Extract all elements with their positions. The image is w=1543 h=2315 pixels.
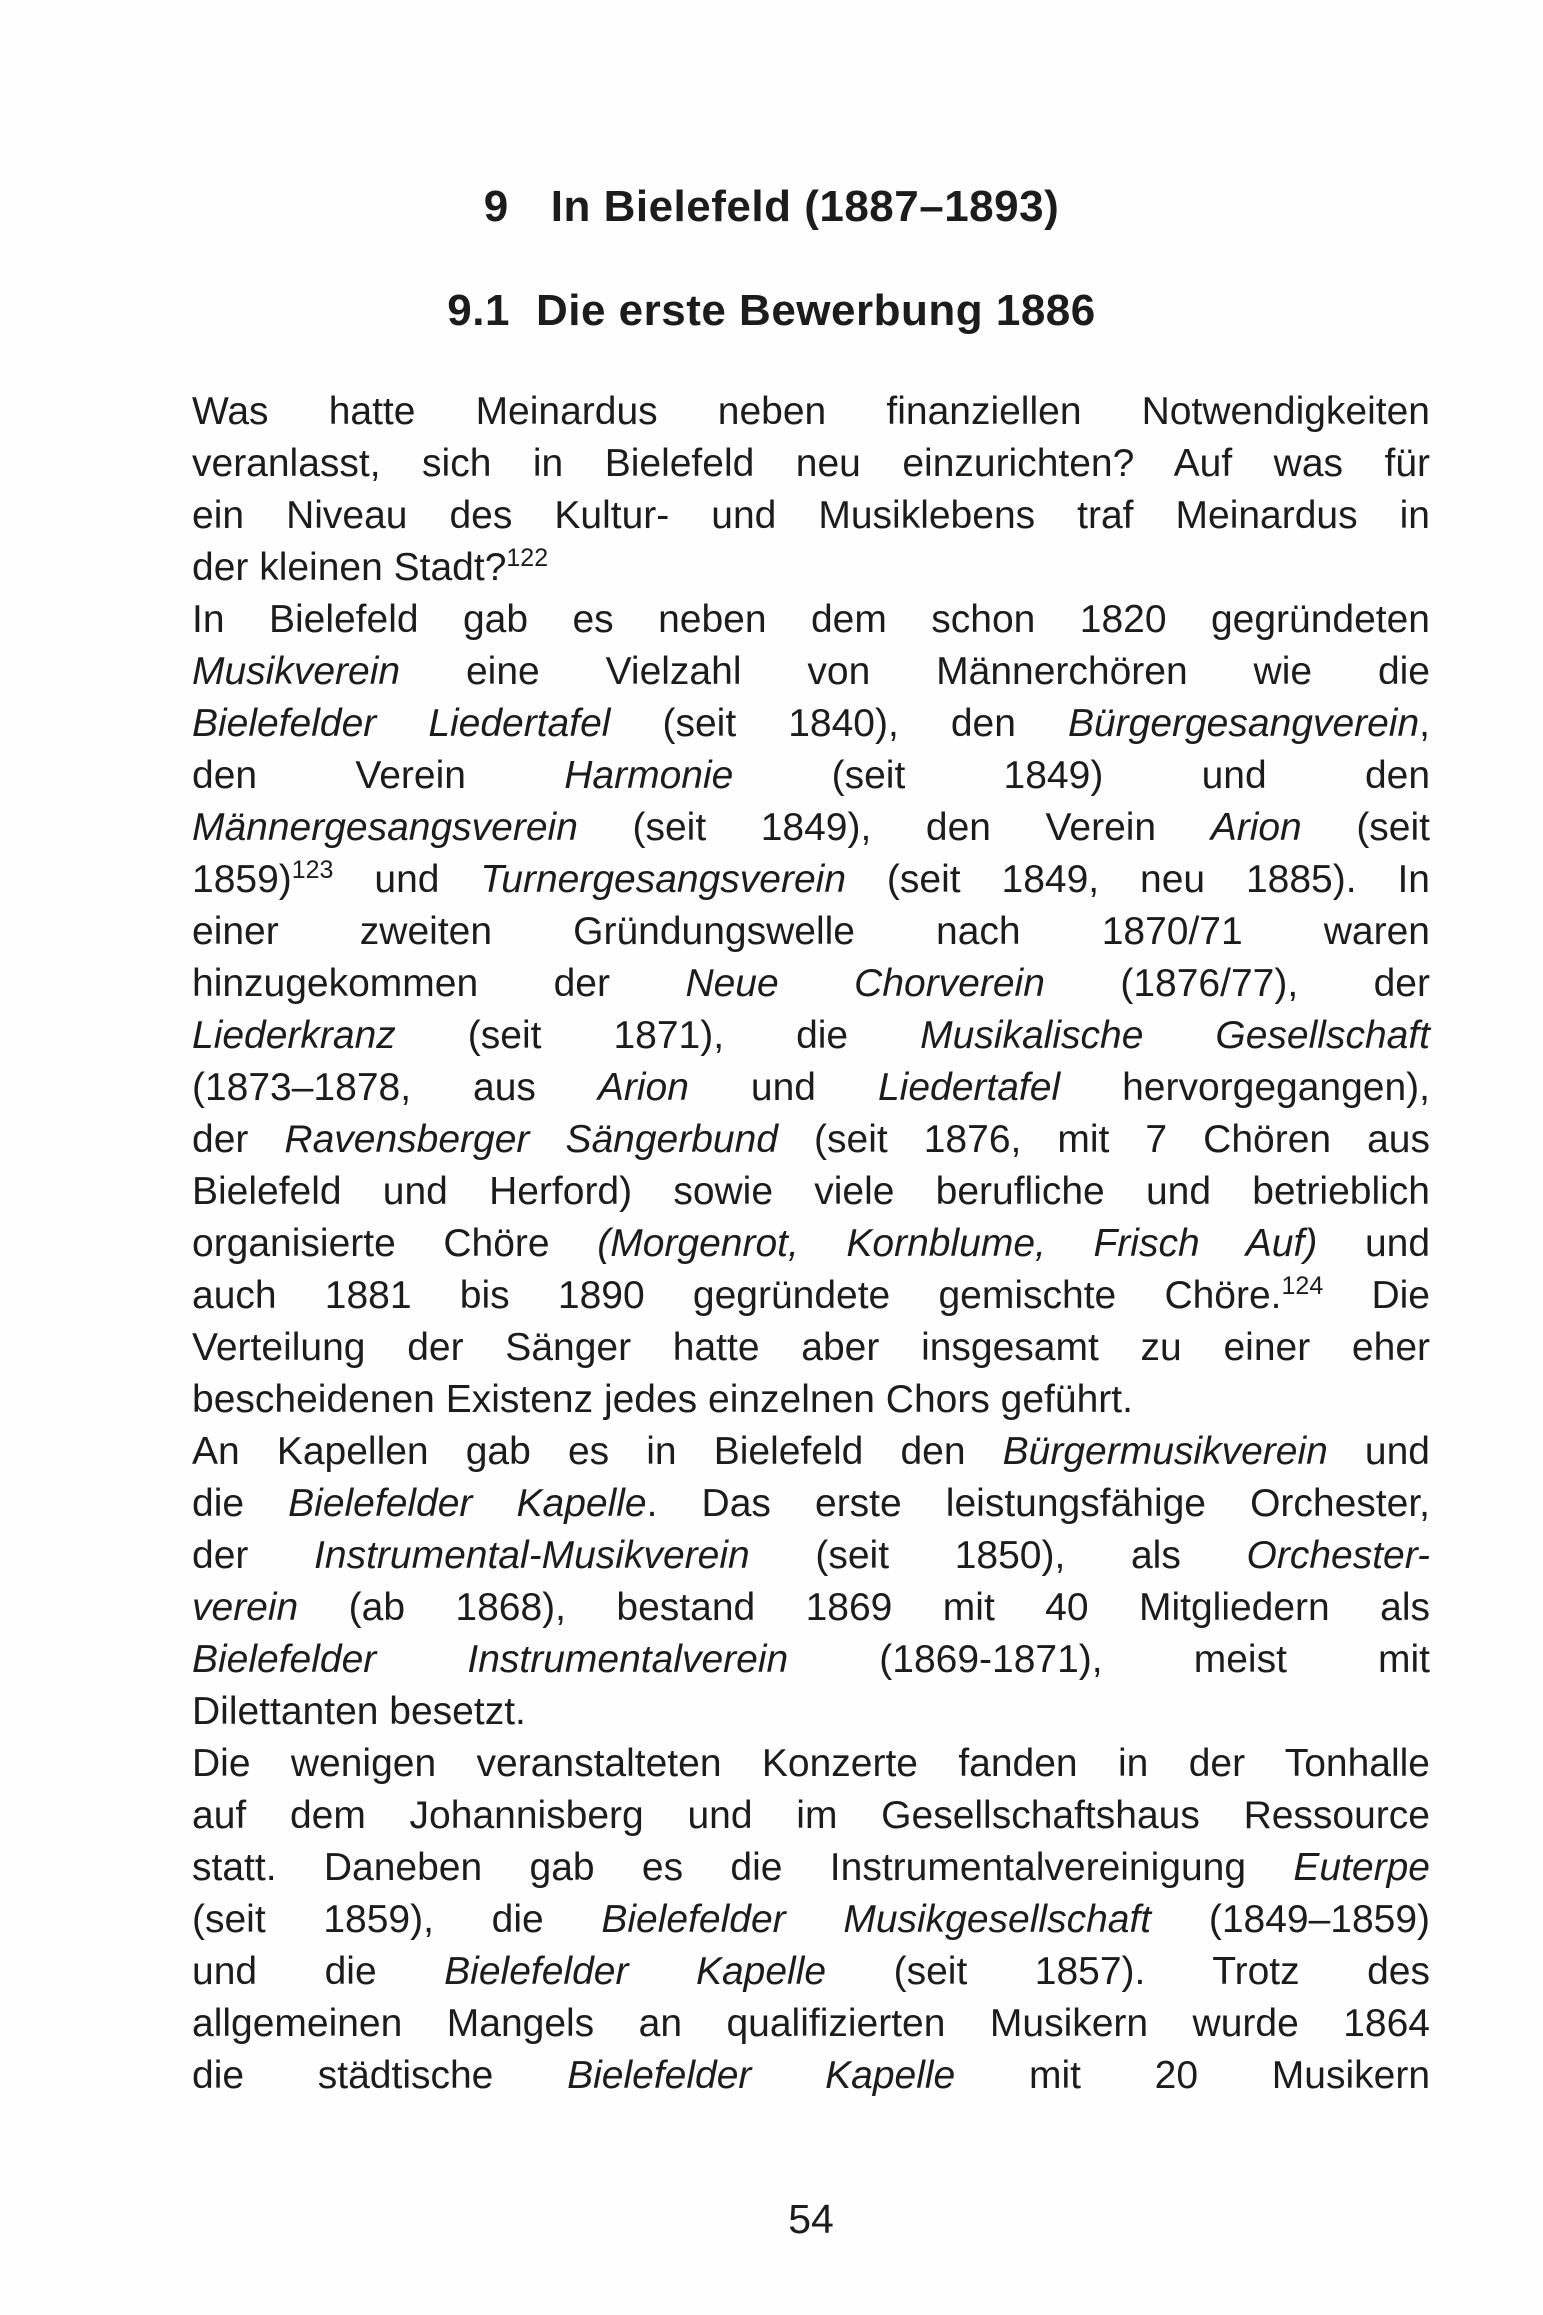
text-segment: (seit	[1301, 806, 1431, 849]
text-segment: (seit 1849, neu 1885). In	[846, 858, 1430, 901]
text-segment: (seit 1850), als	[749, 1534, 1247, 1577]
text-segment: (1849–1859)	[1151, 1898, 1431, 1941]
text-segment: der	[192, 1534, 315, 1577]
text-line	[192, 1946, 1430, 1998]
text-segment: Orchester-	[1246, 1534, 1430, 1577]
footnote-reference: 122	[506, 544, 549, 572]
text-segment: Die wenigen veranstalteten Konzerte fanden in der Tonhalle	[192, 1742, 1430, 1785]
text-segment: und	[333, 858, 481, 901]
section-heading	[0, 287, 1543, 335]
footnote-reference: 124	[1281, 1272, 1324, 1300]
text-line	[192, 438, 1430, 490]
text-segment: (seit 1871), die	[395, 1014, 921, 1057]
text-segment: veranlasst, sich in Bielefeld neu einzurichten? Auf was für	[192, 442, 1430, 485]
text-line	[192, 1686, 1430, 1738]
text-segment: Bielefelder Kapelle	[444, 1950, 827, 1993]
text-segment: Musikverein	[192, 650, 401, 693]
text-segment: (seit 1859), die	[192, 1898, 602, 1941]
text-segment: Die	[1323, 1274, 1430, 1317]
paragraph	[192, 1426, 1430, 1738]
text-segment: auf dem Johannisberg und im Gesellschaftshaus Ressource	[192, 1794, 1430, 1837]
text-segment: Liederkranz	[192, 1014, 396, 1057]
text-line	[192, 750, 1430, 802]
text-segment: hervorgegangen),	[1060, 1066, 1430, 1109]
text-line	[192, 958, 1430, 1010]
text-segment: (seit 1849) und den	[733, 754, 1431, 797]
text-line	[192, 1218, 1430, 1270]
text-line	[192, 802, 1430, 854]
text-line	[192, 854, 1430, 906]
footnote-reference: 123	[291, 856, 334, 884]
text-line	[192, 1582, 1430, 1634]
section-title: Die erste Bewerbung 1886	[535, 286, 1096, 335]
text-segment: den Verein	[192, 754, 565, 797]
text-segment: ,	[1419, 702, 1431, 745]
text-segment: Bürgermusikverein	[1002, 1430, 1328, 1473]
text-segment: Arion	[597, 1066, 689, 1109]
text-segment: Ravensberger Sängerbund	[284, 1118, 778, 1161]
page-number: 54	[788, 2196, 834, 2242]
text-segment: und	[688, 1066, 878, 1109]
text-line	[192, 1322, 1430, 1374]
text-segment: 1859)	[192, 858, 292, 901]
text-segment: (seit 1876, mit 7 Chören aus	[777, 1118, 1430, 1161]
text-segment: (seit 1840), den	[610, 702, 1068, 745]
text-segment: In Bielefeld gab es neben dem schon 1820 gegründeten	[192, 598, 1430, 641]
text-segment: ein Niveau des Kultur- und Musiklebens traf Meinardus in	[192, 494, 1430, 537]
text-line	[192, 698, 1430, 750]
text-line	[192, 1998, 1430, 2050]
text-line	[192, 1114, 1430, 1166]
text-segment: statt. Daneben gab es die Instrumentalvereinigung	[192, 1846, 1294, 1889]
text-segment: die	[192, 1482, 289, 1525]
text-segment: und die	[192, 1950, 445, 1993]
paragraph	[192, 594, 1430, 1426]
text-line	[192, 1634, 1430, 1686]
text-segment: und	[1317, 1222, 1431, 1265]
text-segment: bescheidenen Existenz jedes einzelnen Chors geführt.	[192, 1378, 1133, 1421]
text-segment: Arion	[1210, 806, 1302, 849]
text-segment: der	[192, 1118, 285, 1161]
text-segment: mit 20 Musikern	[955, 2054, 1431, 2097]
text-line	[192, 1426, 1430, 1478]
text-segment: Verteilung der Sänger hatte aber insgesamt zu einer eher	[192, 1326, 1430, 1369]
text-line	[192, 1790, 1430, 1842]
text-line	[192, 1166, 1430, 1218]
chapter-title: In Bielefeld (1887–1893)	[550, 182, 1060, 231]
text-segment: die städtische	[192, 2054, 568, 2097]
text-segment: Was hatte Meinardus neben finanziellen Notwendigkeiten	[192, 390, 1430, 433]
text-segment: Bielefeld und Herford) sowie viele berufliche und betrieblich	[192, 1170, 1430, 1213]
text-segment: (1873–1878, aus	[192, 1066, 598, 1109]
text-segment: verein	[192, 1586, 299, 1629]
text-line	[192, 594, 1430, 646]
text-line	[192, 542, 1430, 594]
text-segment: auch 1881 bis 1890 gegründete gemischte Chöre.	[192, 1274, 1282, 1317]
text-segment: organisierte Chöre	[192, 1222, 598, 1265]
text-segment: eine Vielzahl von Männerchören wie die	[400, 650, 1430, 693]
paragraph	[192, 386, 1430, 594]
text-segment: der kleinen Stadt?	[192, 546, 507, 589]
text-segment: (ab 1868), bestand 1869 mit 40 Mitgliedern als	[298, 1586, 1430, 1629]
text-line	[192, 1894, 1430, 1946]
text-line	[192, 1374, 1430, 1426]
text-segment: (seit 1857). Trotz des	[826, 1950, 1430, 1993]
text-segment: Bielefelder Musikgesellschaft	[601, 1898, 1152, 1941]
text-segment: (1869-1871), meist mit	[788, 1638, 1430, 1681]
text-segment: allgemeinen Mangels an qualifizierten Musikern wurde 1864	[192, 2002, 1430, 2045]
text-segment: Liedertafel	[877, 1066, 1061, 1109]
text-block	[192, 386, 1430, 2102]
text-segment: (1876/77), der	[1044, 962, 1430, 1005]
chapter-number: 9	[483, 182, 509, 231]
text-segment: (seit 1849), den Verein	[577, 806, 1211, 849]
text-segment: einer zweiten Gründungswelle nach 1870/71 waren	[192, 910, 1430, 953]
text-line	[192, 906, 1430, 958]
text-segment: Harmonie	[564, 754, 734, 797]
text-segment: Bielefelder Instrumentalverein	[192, 1638, 789, 1681]
text-line	[192, 646, 1430, 698]
text-line	[192, 2050, 1430, 2102]
chapter-heading	[0, 183, 1543, 231]
text-segment: Neue Chorverein	[685, 962, 1045, 1005]
text-line	[192, 1062, 1430, 1114]
text-segment: (Morgenrot, Kornblume, Frisch Auf)	[597, 1222, 1318, 1265]
paragraph	[192, 1738, 1430, 2102]
text-line	[192, 1010, 1430, 1062]
text-segment: An Kapellen gab es in Bielefeld den	[192, 1430, 1003, 1473]
text-segment: Musikalische Gesellschaft	[920, 1014, 1430, 1057]
text-segment: hinzugekommen der	[192, 962, 686, 1005]
text-line	[192, 1738, 1430, 1790]
text-segment: Bielefelder Kapelle	[288, 1482, 647, 1525]
text-segment: Turnergesangsverein	[480, 858, 847, 901]
text-line	[192, 1842, 1430, 1894]
text-line	[192, 1530, 1430, 1582]
text-line	[192, 386, 1430, 438]
text-segment: Bielefelder Kapelle	[567, 2054, 956, 2097]
text-segment: Bürgergesangverein	[1067, 702, 1420, 745]
text-segment: Bielefelder Liedertafel	[192, 702, 611, 745]
text-line	[192, 490, 1430, 542]
text-line	[192, 1270, 1430, 1322]
text-segment: Instrumental-Musikverein	[314, 1534, 750, 1577]
text-segment: Dilettanten besetzt.	[192, 1690, 526, 1733]
text-line	[192, 1478, 1430, 1530]
text-segment: und	[1327, 1430, 1430, 1473]
text-segment: Euterpe	[1293, 1846, 1430, 1889]
text-segment: . Das erste leistungsfähige Orchester,	[646, 1482, 1430, 1525]
section-number: 9.1	[447, 286, 510, 335]
text-segment: Männergesangsverein	[192, 806, 578, 849]
